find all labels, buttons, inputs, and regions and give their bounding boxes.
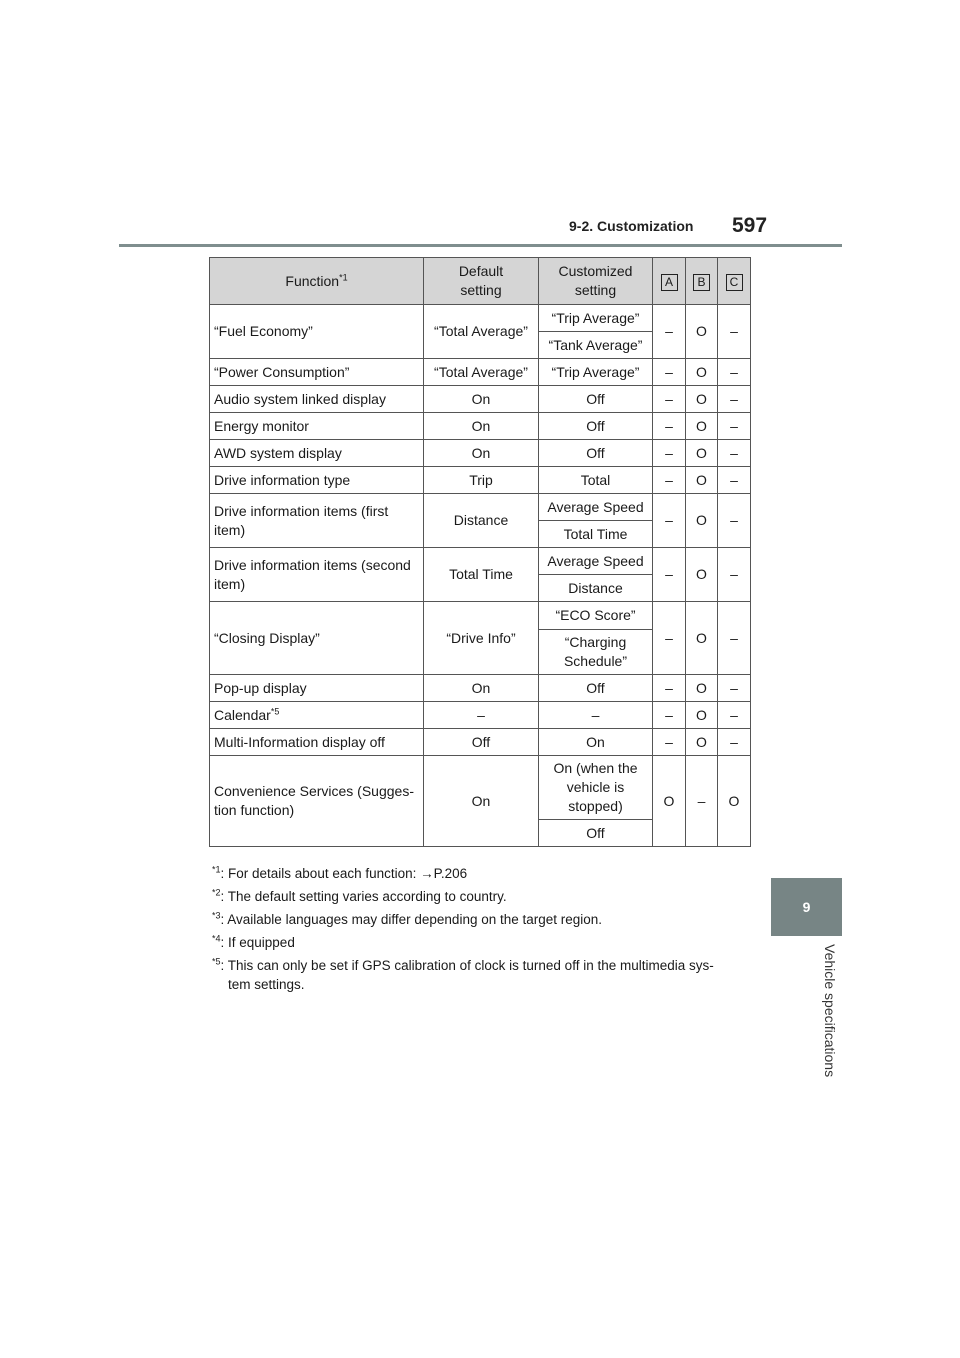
row-custom: “ECO Score” bbox=[539, 602, 653, 630]
header-customized-setting: Customized setting bbox=[539, 258, 653, 305]
row-custom: “Trip Average” bbox=[539, 359, 653, 386]
row-default: – bbox=[424, 702, 539, 729]
table-row bbox=[210, 359, 751, 386]
row-custom: Off bbox=[539, 386, 653, 413]
row-b: O bbox=[686, 548, 718, 602]
header-col-c bbox=[718, 258, 751, 305]
row-b: O bbox=[686, 494, 718, 548]
row-custom: “Trip Average” bbox=[539, 305, 653, 332]
row-custom: Off bbox=[539, 440, 653, 467]
row-c: – bbox=[718, 675, 751, 702]
row-function: Multi-Information display off bbox=[210, 729, 424, 756]
row-function: AWD system display bbox=[210, 440, 424, 467]
row-default: On bbox=[424, 386, 539, 413]
footnote-1: $^{*1}$: For details about each function: →P.206 bbox=[212, 864, 468, 881]
table-row bbox=[210, 756, 751, 820]
row-b: – bbox=[686, 756, 718, 847]
row-a: O bbox=[653, 756, 686, 847]
row-a: – bbox=[653, 305, 686, 359]
table-row bbox=[210, 702, 751, 729]
row-c: – bbox=[718, 386, 751, 413]
row-function: Convenience Services (Sugges- tion function) bbox=[210, 756, 424, 847]
row-default: Total Time bbox=[424, 548, 539, 602]
customization-table bbox=[209, 257, 751, 847]
table-row bbox=[210, 729, 751, 756]
row-default: On bbox=[424, 440, 539, 467]
header-default-setting: Default setting bbox=[424, 258, 539, 305]
chapter-number: 9 bbox=[802, 899, 811, 915]
row-custom: On bbox=[539, 729, 653, 756]
row-default: Distance bbox=[424, 494, 539, 548]
row-custom: Total Time bbox=[539, 521, 653, 548]
row-default: On bbox=[424, 413, 539, 440]
footnote-5: $^{*5}$: This can only be set if GPS calibration of clock is turned off in the multimedia sys- tem settings. bbox=[212, 956, 752, 994]
table-header-row bbox=[210, 258, 751, 305]
header-col-b bbox=[686, 258, 718, 305]
row-custom: On (when the vehicle is stopped) bbox=[539, 756, 653, 820]
row-function: Drive information items (second item) bbox=[210, 548, 424, 602]
table-row bbox=[210, 548, 751, 575]
row-custom: “Charging Schedule” bbox=[539, 630, 653, 675]
row-c: – bbox=[718, 413, 751, 440]
table-row bbox=[210, 386, 751, 413]
row-c: – bbox=[718, 702, 751, 729]
row-default: “Total Average” bbox=[424, 359, 539, 386]
row-a: – bbox=[653, 440, 686, 467]
row-custom: Off bbox=[539, 675, 653, 702]
footnotes bbox=[212, 864, 752, 998]
row-a: – bbox=[653, 413, 686, 440]
row-custom: Off bbox=[539, 820, 653, 847]
row-default: Off bbox=[424, 729, 539, 756]
row-b: O bbox=[686, 413, 718, 440]
row-custom: Total bbox=[539, 467, 653, 494]
row-c: – bbox=[718, 305, 751, 359]
table-row bbox=[210, 675, 751, 702]
page-number: 597 bbox=[732, 214, 768, 237]
section-title: 9-2. Customization bbox=[569, 218, 694, 234]
row-b: O bbox=[686, 675, 718, 702]
badge-c: C bbox=[726, 274, 743, 291]
badge-a: A bbox=[661, 274, 678, 291]
row-c: – bbox=[718, 359, 751, 386]
chapter-label: Vehicle specifications bbox=[822, 944, 838, 1078]
row-custom: “Tank Average” bbox=[539, 332, 653, 359]
table-row bbox=[210, 413, 751, 440]
table-row bbox=[210, 467, 751, 494]
footnote-3: $^{*3}$: Available languages may differ depending on the target region. bbox=[212, 910, 603, 927]
row-custom: – bbox=[539, 702, 653, 729]
table-row bbox=[210, 440, 751, 467]
row-function: Audio system linked display bbox=[210, 386, 424, 413]
table-row bbox=[210, 602, 751, 630]
row-b: O bbox=[686, 359, 718, 386]
row-c: – bbox=[718, 548, 751, 602]
table-row bbox=[210, 305, 751, 332]
row-b: O bbox=[686, 702, 718, 729]
footnote-5-continued: tem settings. bbox=[228, 977, 305, 992]
row-a: – bbox=[653, 702, 686, 729]
row-b: O bbox=[686, 729, 718, 756]
row-custom: Off bbox=[539, 413, 653, 440]
row-b: O bbox=[686, 440, 718, 467]
row-b: O bbox=[686, 467, 718, 494]
table-row bbox=[210, 494, 751, 521]
row-b: O bbox=[686, 386, 718, 413]
footnote-2: $^{*2}$: The default setting varies according to country. bbox=[212, 887, 507, 904]
header-function: Function$^{*1}$ bbox=[210, 258, 424, 305]
row-c: – bbox=[718, 729, 751, 756]
footnote-4: $^{*4}$: If equipped bbox=[212, 933, 295, 950]
row-function: “Power Consumption” bbox=[210, 359, 424, 386]
row-a: – bbox=[653, 359, 686, 386]
row-default: On bbox=[424, 675, 539, 702]
row-c: – bbox=[718, 467, 751, 494]
row-a: – bbox=[653, 548, 686, 602]
row-custom: Distance bbox=[539, 575, 653, 602]
row-c: O bbox=[718, 756, 751, 847]
chapter-tab bbox=[771, 878, 842, 936]
row-default: “Total Average” bbox=[424, 305, 539, 359]
badge-b: B bbox=[693, 274, 710, 291]
row-default: Trip bbox=[424, 467, 539, 494]
row-a: – bbox=[653, 675, 686, 702]
row-function: Pop-up display bbox=[210, 675, 424, 702]
row-function: Drive information items (first item) bbox=[210, 494, 424, 548]
row-a: – bbox=[653, 729, 686, 756]
row-c: – bbox=[718, 494, 751, 548]
row-function: “Closing Display” bbox=[210, 602, 424, 675]
row-c: – bbox=[718, 602, 751, 675]
row-c: – bbox=[718, 440, 751, 467]
row-default: “Drive Info” bbox=[424, 602, 539, 675]
row-a: – bbox=[653, 386, 686, 413]
row-default: On bbox=[424, 756, 539, 847]
row-custom: Average Speed bbox=[539, 494, 653, 521]
row-b: O bbox=[686, 602, 718, 675]
row-function: “Fuel Economy” bbox=[210, 305, 424, 359]
row-custom: Average Speed bbox=[539, 548, 653, 575]
row-a: – bbox=[653, 467, 686, 494]
header-col-a bbox=[653, 258, 686, 305]
row-function: Energy monitor bbox=[210, 413, 424, 440]
row-a: – bbox=[653, 494, 686, 548]
header-rule bbox=[119, 244, 842, 247]
row-b: O bbox=[686, 305, 718, 359]
row-function: Drive information type bbox=[210, 467, 424, 494]
row-a: – bbox=[653, 602, 686, 675]
row-function: Calendar$^{*5}$ bbox=[210, 702, 424, 729]
